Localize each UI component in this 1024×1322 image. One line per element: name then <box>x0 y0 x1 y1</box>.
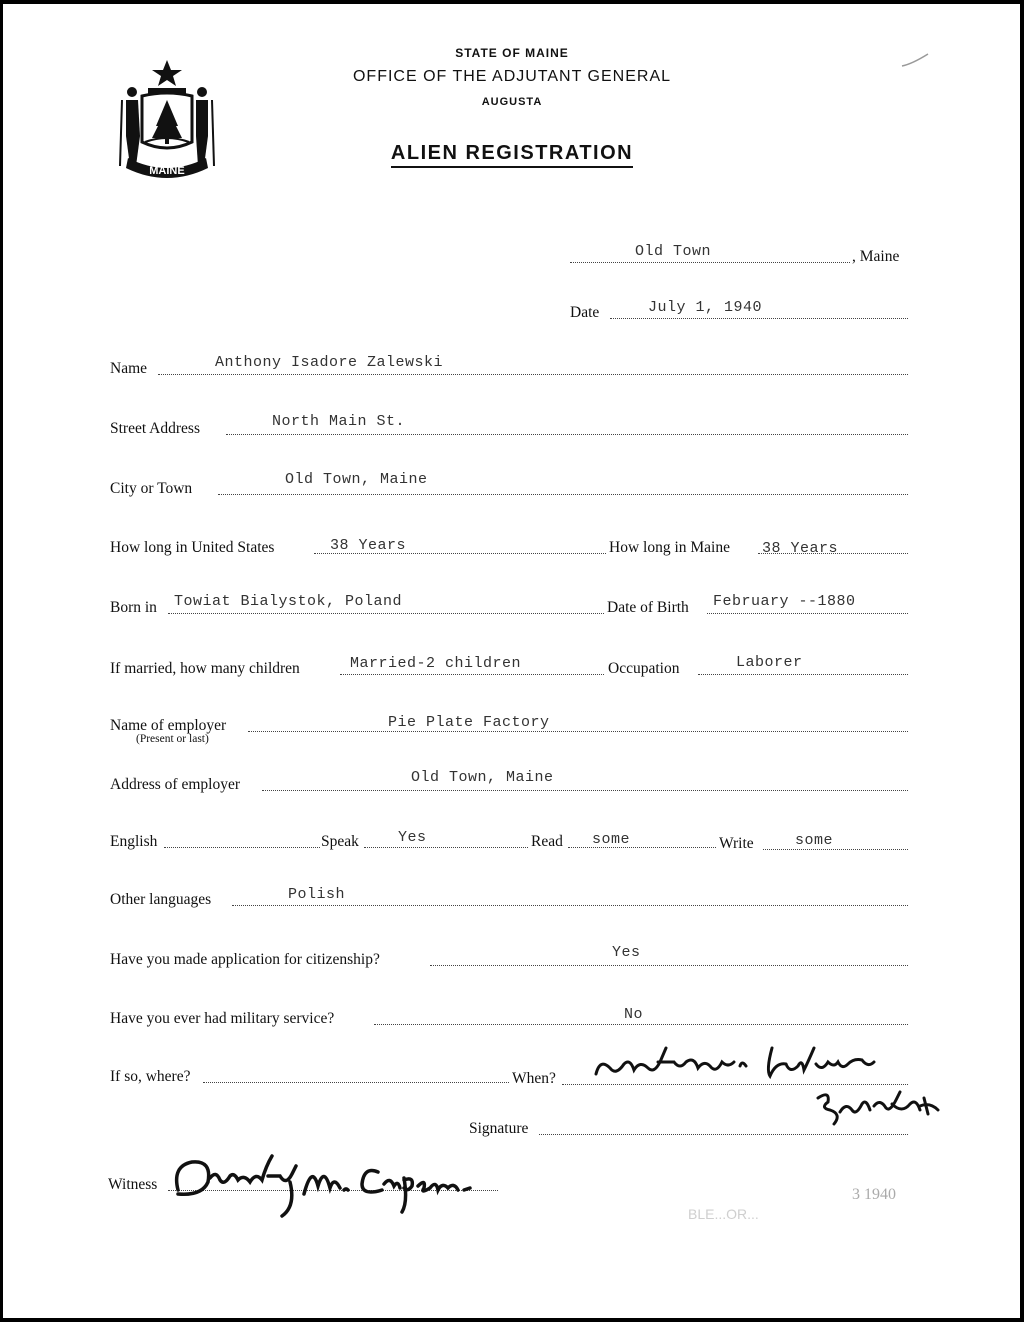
read-dots <box>568 847 716 848</box>
speak-label: Speak <box>321 833 359 850</box>
other-languages-dots <box>232 905 908 906</box>
city-heading: AUGUSTA <box>481 96 543 108</box>
maine-years-value: 38 Years <box>762 540 839 557</box>
form-title-text: ALIEN REGISTRATION <box>391 142 633 168</box>
street-label: Street Address <box>110 420 200 437</box>
scan-border-top <box>0 0 1024 4</box>
scan-border-right <box>1020 0 1024 1322</box>
where-label: If so, where? <box>110 1068 191 1085</box>
employer-sublabel: (Present or last) <box>136 733 209 745</box>
city-dots <box>218 494 908 495</box>
signature-dots <box>539 1134 908 1135</box>
read-label: Read <box>531 833 563 850</box>
date-value: July 1, 1940 <box>648 299 763 316</box>
born-dots <box>168 613 604 614</box>
form-title <box>0 142 1024 165</box>
name-label: Name <box>110 360 148 377</box>
english-dots <box>164 847 320 848</box>
city-label: City or Town <box>110 480 193 497</box>
born-value: Towiat Bialystok, Poland <box>174 593 403 610</box>
citizenship-label: Have you made application for citizenship? <box>110 951 380 968</box>
occupation-value: Laborer <box>736 654 803 671</box>
place-dots <box>570 262 850 263</box>
write-value: some <box>795 832 834 849</box>
speak-value: Yes <box>398 829 427 846</box>
pencil-check-mark-icon <box>900 52 930 70</box>
citizenship-value: Yes <box>612 944 641 961</box>
date-label: Date <box>570 304 600 321</box>
dob-value: February --1880 <box>713 593 856 610</box>
military-label: Have you ever had military service? <box>110 1010 335 1027</box>
state-heading: STATE OF MAINE <box>455 46 569 60</box>
children-label: If married, how many children <box>110 660 300 677</box>
date-dots <box>610 318 908 319</box>
faint-stamp: BLE...OR... <box>688 1206 759 1222</box>
scan-border-bottom <box>0 1318 1024 1322</box>
witness-signature-handwriting <box>168 1146 498 1218</box>
english-label: English <box>110 833 158 850</box>
witness-label: Witness <box>108 1176 158 1193</box>
maine-years-label: How long in Maine <box>609 539 730 556</box>
children-dots <box>340 674 604 675</box>
speak-dots <box>364 847 528 848</box>
name-dots <box>158 374 908 375</box>
street-value: North Main St. <box>272 413 406 430</box>
signature-label: Signature <box>469 1120 529 1137</box>
occupation-label: Occupation <box>608 660 680 677</box>
employer-dots <box>248 731 908 732</box>
other-languages-label: Other languages <box>110 891 212 908</box>
employer-address-dots <box>262 790 908 791</box>
employer-label: Name of employer <box>110 717 227 734</box>
write-dots <box>763 849 908 850</box>
children-value: Married-2 children <box>350 655 522 672</box>
born-label: Born in <box>110 599 157 616</box>
when-label: When? <box>512 1070 556 1087</box>
dob-dots <box>707 613 908 614</box>
signature-handwriting <box>590 1040 950 1132</box>
read-value: some <box>592 831 631 848</box>
military-dots <box>374 1024 908 1025</box>
faint-date-mark: 3 1940 <box>852 1186 896 1203</box>
office-heading: OFFICE OF THE ADJUTANT GENERAL <box>352 68 672 85</box>
place-value: Old Town <box>635 243 712 260</box>
employer-value: Pie Plate Factory <box>388 714 550 731</box>
employer-address-value: Old Town, Maine <box>411 769 554 786</box>
us-years-label: How long in United States <box>110 539 275 556</box>
write-label: Write <box>719 835 754 852</box>
name-value: Anthony Isadore Zalewski <box>215 354 444 371</box>
city-value: Old Town, Maine <box>285 471 428 488</box>
military-value: No <box>624 1006 644 1023</box>
citizenship-dots <box>430 965 908 966</box>
where-dots <box>203 1082 509 1083</box>
employer-address-label: Address of employer <box>110 776 240 793</box>
place-suffix: , Maine <box>852 248 900 265</box>
other-languages-value: Polish <box>288 886 346 903</box>
street-dots <box>226 434 908 435</box>
occupation-dots <box>698 674 908 675</box>
scan-border-left <box>0 0 3 1322</box>
us-years-value: 38 Years <box>330 537 407 554</box>
seal-banner-text: MAINE <box>149 165 185 177</box>
dob-label: Date of Birth <box>607 599 689 616</box>
